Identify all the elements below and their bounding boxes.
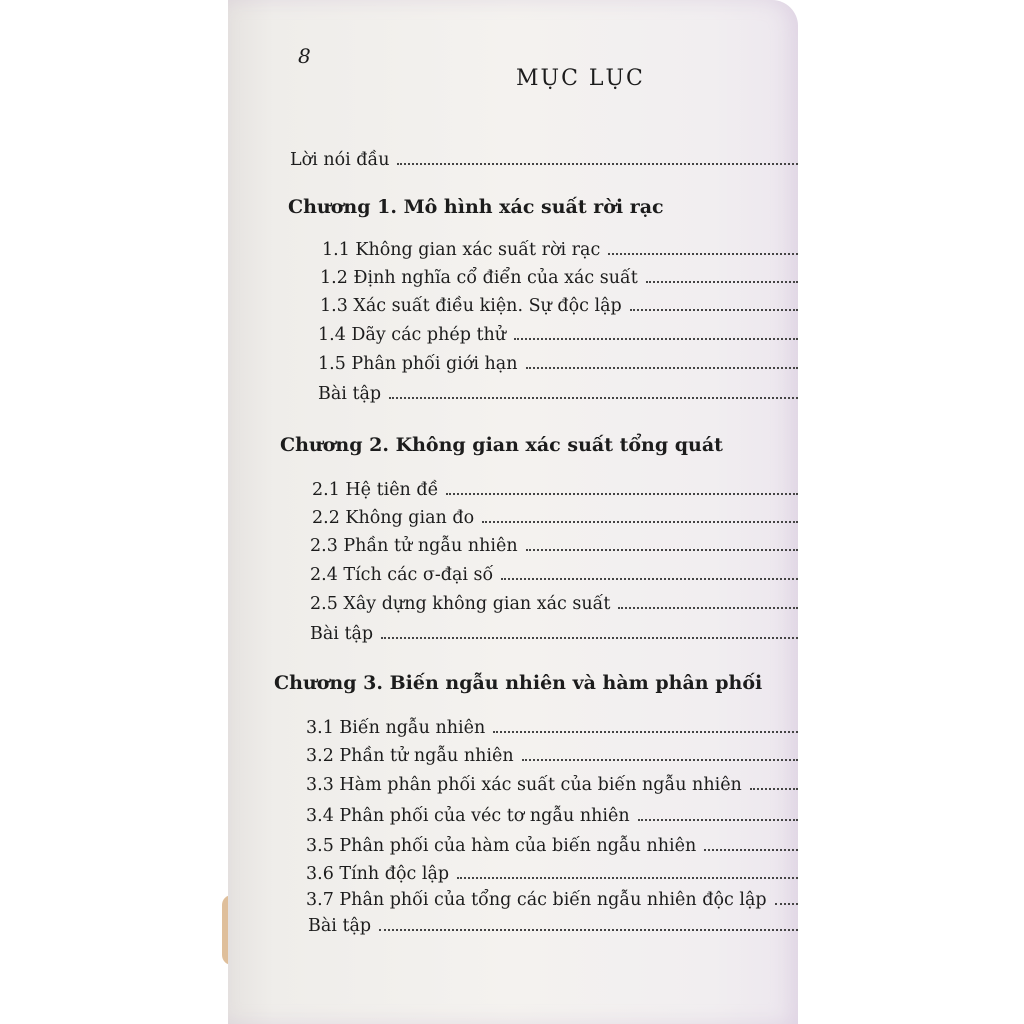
toc-entry-label: 3.3 Hàm phân phối xác suất của biến ngẫu nhiên bbox=[306, 775, 742, 795]
toc-entry bbox=[306, 718, 798, 738]
toc-entry bbox=[320, 296, 798, 316]
dot-leader bbox=[526, 367, 798, 369]
toc-entry-label: Bài tập bbox=[308, 916, 372, 936]
toc-entry-label: Bài tập bbox=[310, 624, 374, 644]
toc-entry bbox=[312, 508, 798, 528]
toc-entry-label: 2.2 Không gian đo bbox=[312, 508, 475, 528]
dot-leader bbox=[397, 163, 798, 165]
toc-entry bbox=[310, 594, 798, 614]
toc-entry-label: 1.1 Không gian xác suất rời rạc bbox=[322, 240, 601, 260]
toc-entry bbox=[306, 836, 798, 856]
toc-entry-label: 1.4 Dãy các phép thử bbox=[318, 325, 507, 345]
toc-entry-label: 3.6 Tính độc lập bbox=[306, 864, 450, 884]
dot-leader bbox=[381, 637, 798, 639]
toc-entry bbox=[306, 775, 798, 795]
book-page bbox=[228, 0, 798, 1024]
toc-entry-label: 1.5 Phân phối giới hạn bbox=[318, 354, 518, 374]
dot-leader bbox=[379, 929, 798, 931]
toc-entry-label: 3.7 Phân phối của tổng các biến ngẫu nhiên độc lập bbox=[306, 890, 767, 910]
toc-entry bbox=[306, 806, 798, 826]
toc-entry bbox=[312, 480, 798, 500]
chapter-heading: Chương 3. Biến ngẫu nhiên và hàm phân phối bbox=[274, 672, 763, 694]
dot-leader bbox=[618, 607, 798, 609]
toc-entry-label: 3.5 Phân phối của hàm của biến ngẫu nhiên bbox=[306, 836, 697, 856]
dot-leader bbox=[514, 338, 798, 340]
toc-entry bbox=[306, 746, 798, 766]
dot-leader bbox=[389, 397, 798, 399]
dot-leader bbox=[501, 578, 798, 580]
page-number: 8 bbox=[298, 44, 311, 68]
toc-entry-label: Lời nói đầu bbox=[290, 150, 390, 170]
dot-leader bbox=[457, 877, 798, 879]
toc-entry-label: 2.3 Phần tử ngẫu nhiên bbox=[310, 536, 518, 556]
dot-leader bbox=[638, 819, 798, 821]
dot-leader bbox=[493, 731, 798, 733]
dot-leader bbox=[522, 759, 798, 761]
toc-entry bbox=[318, 325, 798, 345]
dot-leader bbox=[608, 253, 798, 255]
toc-entry bbox=[306, 864, 798, 884]
dot-leader bbox=[446, 493, 798, 495]
toc-entry bbox=[318, 354, 798, 374]
dot-leader bbox=[526, 549, 798, 551]
toc-entry bbox=[318, 384, 798, 404]
dot-leader bbox=[775, 903, 798, 905]
toc-entry bbox=[310, 624, 798, 644]
chapter-heading: Chương 2. Không gian xác suất tổng quát bbox=[280, 434, 723, 456]
dot-leader bbox=[704, 849, 798, 851]
toc-entry-label: 3.1 Biến ngẫu nhiên bbox=[306, 718, 486, 738]
toc-entry bbox=[310, 536, 798, 556]
toc-entry-label: 3.4 Phân phối của véc tơ ngẫu nhiên bbox=[306, 806, 630, 826]
toc-entry bbox=[322, 240, 798, 260]
toc-entry-label: 2.1 Hệ tiên đề bbox=[312, 480, 439, 500]
toc-entry bbox=[320, 268, 798, 288]
dot-leader bbox=[646, 281, 798, 283]
toc-entry-label: 3.2 Phần tử ngẫu nhiên bbox=[306, 746, 514, 766]
toc-entry-preface bbox=[290, 150, 798, 170]
toc-entry-label: 2.4 Tích các σ-đại số bbox=[310, 565, 494, 585]
toc-entry-label: Bài tập bbox=[318, 384, 382, 404]
toc-entry-label: 2.5 Xây dựng không gian xác suất bbox=[310, 594, 611, 614]
toc-entry-label: 1.3 Xác suất điều kiện. Sự độc lập bbox=[320, 296, 622, 316]
toc-entry-label: 1.2 Định nghĩa cổ điển của xác suất bbox=[320, 268, 638, 288]
dot-leader bbox=[482, 521, 798, 523]
chapter-heading: Chương 1. Mô hình xác suất rời rạc bbox=[288, 196, 664, 218]
toc-entry bbox=[306, 890, 798, 910]
page-title: MỤC LỤC bbox=[516, 66, 645, 91]
toc-entry bbox=[308, 916, 798, 936]
toc-entry bbox=[310, 565, 798, 585]
dot-leader bbox=[630, 309, 798, 311]
dot-leader bbox=[750, 788, 798, 790]
